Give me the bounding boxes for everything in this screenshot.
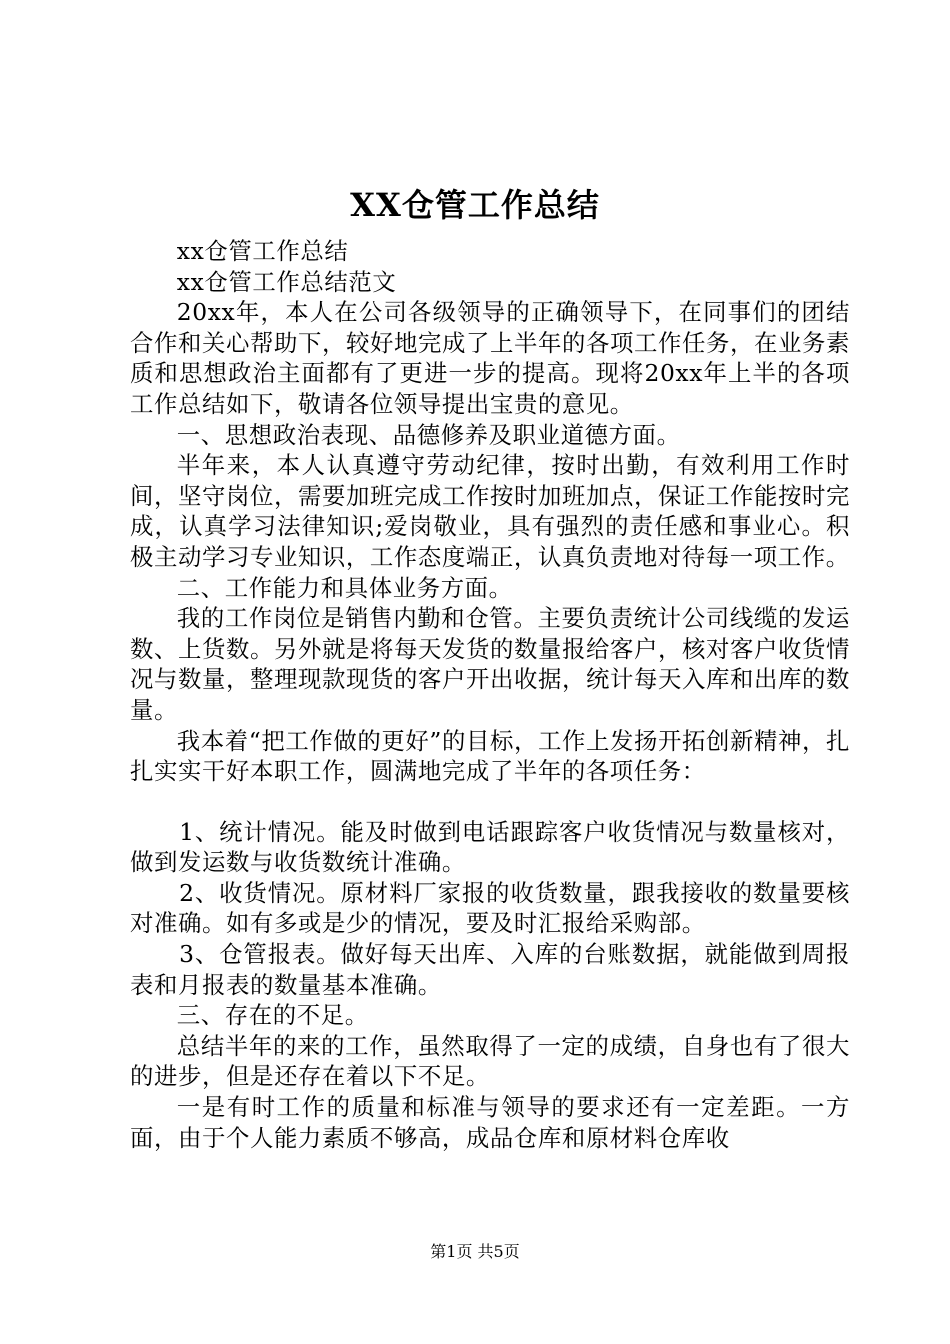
page-number-footer: 第1页 共5页 [430, 1242, 520, 1261]
paragraph-section-3: 总结半年的来的工作，虽然取得了一定的成绩，自身也有了很大的进步，但是还存在着以下不足。 [130, 1031, 850, 1091]
paragraph-section-1: 半年来，本人认真遵守劳动纪律，按时出勤，有效利用工作时间，坚守岗位，需要加班完成工作按时加班加点，保证工作能按时完成，认真学习法律知识;爱岗敬业，具有强烈的责任感和事业心。积极主动学习专业知识，工作态度端正，认真负责地对待每一项工作。 [130, 451, 850, 571]
paragraph-heading: xx仓管工作总结 [176, 237, 349, 265]
section-heading-3: 三、存在的不足。 [176, 1001, 369, 1030]
list-item-2: 2、收货情况。原材料厂家报的收货数量，跟我接收的数量要核对准确。如有多或是少的情况，要及时汇报给采购部。 [130, 878, 850, 938]
blank-line [130, 787, 850, 817]
document-body [130, 236, 850, 1153]
list-item-3: 3、仓管报表。做好每天出库、入库的台账数据，就能做到周报表和月报表的数量基本准确。 [130, 940, 850, 999]
section-heading-2: 二、工作能力和具体业务方面。 [176, 573, 513, 602]
paragraph-intro: 20xx年，本人在公司各级领导的正确领导下，在同事们的团结合作和关心帮助下，较好地完成了上半年的各项工作任务，在业务素质和思想政治主面都有了更进一步的提高。现将20xx年上半的各项工作总结如下，敬请各位领导提出宝贵的意见。 [130, 298, 850, 418]
document-title: XX仓管工作总结 [350, 186, 600, 224]
paragraph-goal: 我本着“把工作做的更好”的目标，工作上发扬开拓创新精神，扎扎实实干好本职工作，圆满地完成了半年的各项任务： [130, 726, 850, 786]
section-heading-1: 一、思想政治表现、品德修养及职业道德方面。 [176, 420, 681, 449]
list-item-1: 1、统计情况。能及时做到电话跟踪客户收货情况与数量核对，做到发运数与收货数统计准确。 [130, 817, 850, 877]
paragraph-shortcoming-1: 一是有时工作的质量和标准与领导的要求还有一定差距。一方面，由于个人能力素质不够高，成品仓库和原材料仓库收 [130, 1093, 850, 1152]
paragraph-subheading: xx仓管工作总结范文 [176, 267, 397, 296]
paragraph-section-2: 我的工作岗位是销售内勤和仓管。主要负责统计公司线缆的发运数、上货数。另外就是将每天发货的数量报给客户，核对客户收货情况与数量，整理现款现货的客户开出收据，统计每天入库和出库的数量。 [130, 604, 850, 724]
